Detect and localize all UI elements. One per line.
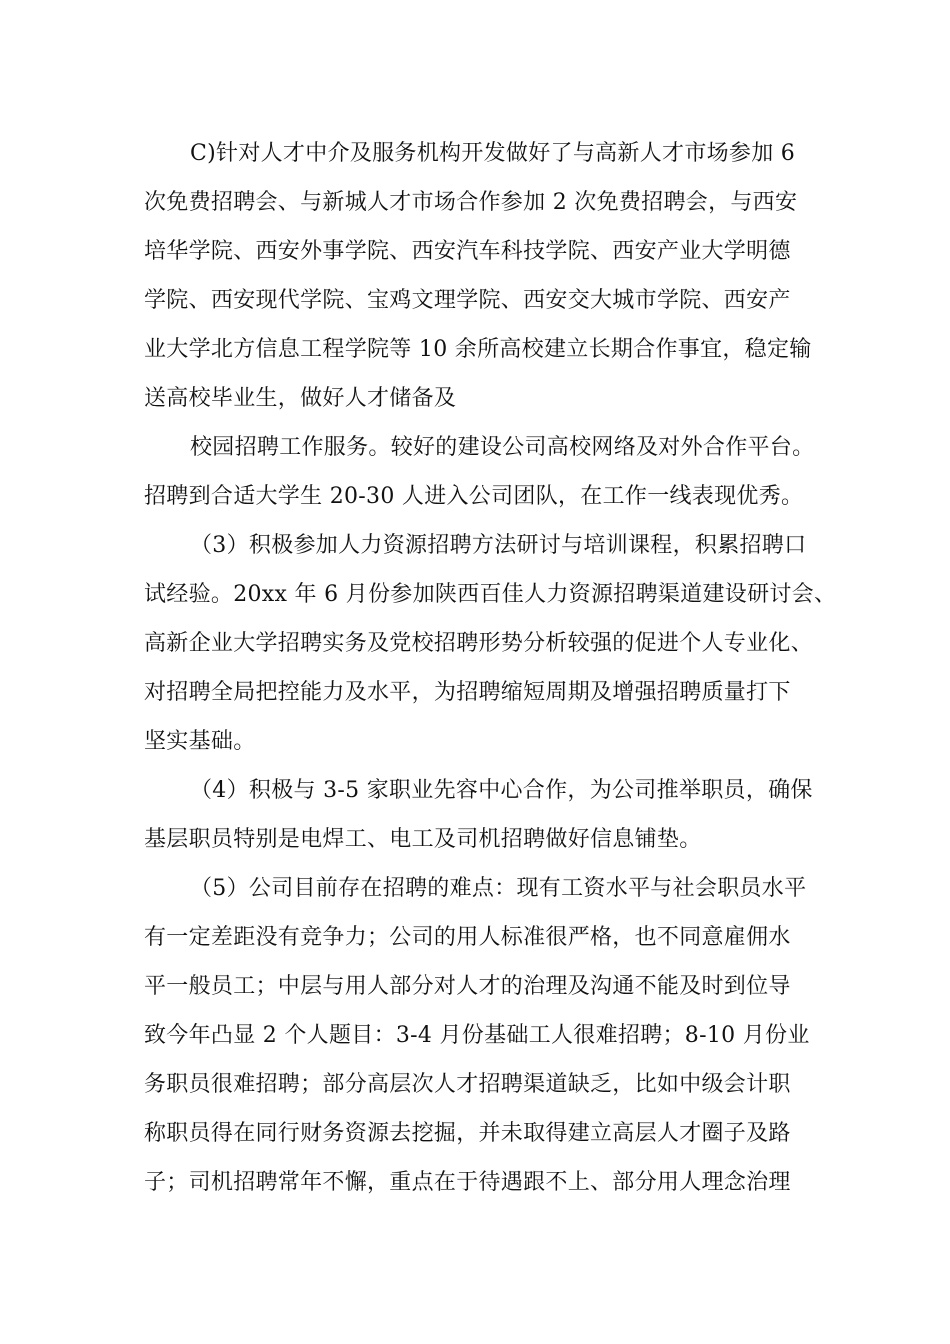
- paragraph-line: 业大学北方信息工程学院等 10 余所高校建立长期合作事宜，稳定输: [144, 337, 812, 362]
- paragraph-line: 致今年凸显 2 个人题目：3-4 月份基础工人很难招聘；8-10 月份业: [144, 1023, 810, 1048]
- paragraph-line: 称职员得在同行财务资源去挖掘，并未取得建立高层人才圈子及路: [144, 1121, 791, 1146]
- paragraph-line: C)针对人才中介及服务机构开发做好了与高新人才市场参加 6: [190, 141, 796, 166]
- paragraph-line: 务职员很难招聘；部分高层次人才招聘渠道缺乏，比如中级会计职: [144, 1072, 791, 1097]
- paragraph-line: （3）积极参加人力资源招聘方法研讨与培训课程，积累招聘口: [190, 533, 807, 558]
- paragraph-line: 子；司机招聘常年不懈，重点在于待遇跟不上、部分用人理念治理: [144, 1170, 791, 1195]
- paragraph-line: 有一定差距没有竞争力；公司的用人标准很严格，也不同意雇佣水: [144, 925, 791, 950]
- paragraph-line: 基层职员特别是电焊工、电工及司机招聘做好信息铺垫。: [144, 827, 702, 852]
- paragraph-line: （5）公司目前存在招聘的难点：现有工资水平与社会职员水平: [190, 876, 807, 901]
- paragraph-line: 试经验。20xx 年 6 月份参加陕西百佳人力资源招聘渠道建设研讨会、: [144, 582, 837, 607]
- paragraph-line: 坚实基础。: [144, 729, 256, 754]
- paragraph-line: （4）积极与 3-5 家职业先容中心合作，为公司推举职员，确保: [190, 778, 813, 803]
- paragraph-line: 平一般员工；中层与用人部分对人才的治理及沟通不能及时到位导: [144, 974, 791, 999]
- paragraph-line: 对招聘全局把控能力及水平，为招聘缩短周期及增强招聘质量打下: [144, 680, 791, 705]
- paragraph-line: 校园招聘工作服务。较好的建设公司高校网络及对外合作平台。: [190, 435, 815, 460]
- paragraph-line: 学院、西安现代学院、宝鸡文理学院、西安交大城市学院、西安产: [144, 288, 791, 313]
- paragraph-line: 高新企业大学招聘实务及党校招聘形势分析较强的促进个人专业化、: [144, 631, 814, 656]
- paragraph-line: 招聘到合适大学生 20-30 人进入公司团队，在工作一线表现优秀。: [144, 484, 804, 509]
- paragraph-line: 次免费招聘会、与新城人才市场合作参加 2 次免费招聘会，与西安: [144, 190, 798, 215]
- paragraph-line: 送高校毕业生，做好人才储备及: [144, 386, 457, 411]
- paragraph-line: 培华学院、西安外事学院、西安汽车科技学院、西安产业大学明德: [144, 239, 791, 264]
